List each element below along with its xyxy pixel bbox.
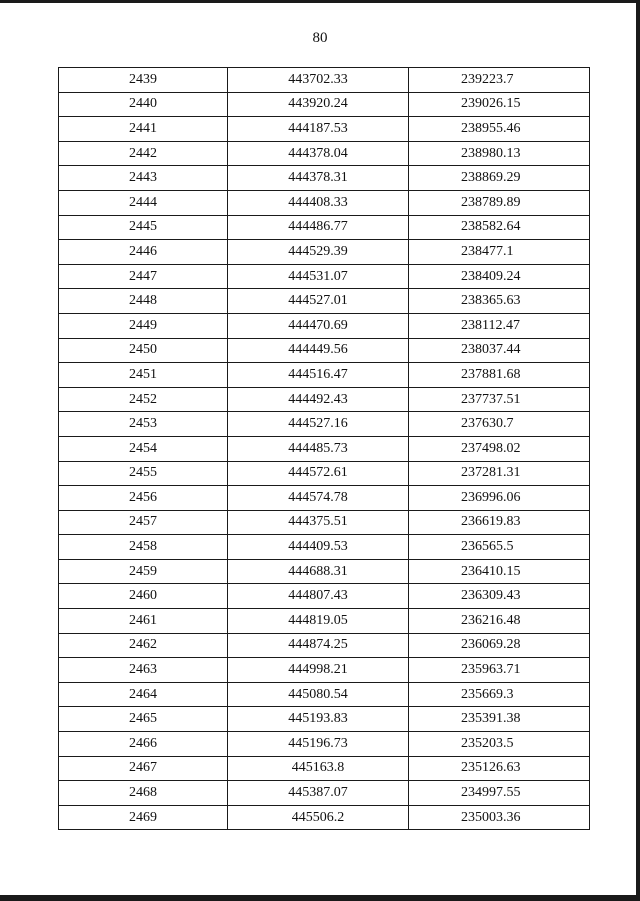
- point-id-cell: 2468: [59, 781, 228, 806]
- point-id-cell: 2467: [59, 756, 228, 781]
- y-coordinate-cell: 238112.47: [409, 313, 590, 338]
- x-coordinate-cell: 445506.2: [228, 805, 409, 830]
- x-coordinate-cell: 444375.51: [228, 510, 409, 535]
- coordinate-table-body: [59, 68, 590, 830]
- table-row: [59, 658, 590, 683]
- y-coordinate-cell: 238869.29: [409, 166, 590, 191]
- point-id-cell: 2465: [59, 707, 228, 732]
- table-row: [59, 215, 590, 240]
- y-coordinate-cell: 236996.06: [409, 486, 590, 511]
- point-id-cell: 2440: [59, 92, 228, 117]
- point-id-cell: 2457: [59, 510, 228, 535]
- y-coordinate-cell: 238477.1: [409, 240, 590, 265]
- table-row: [59, 166, 590, 191]
- table-row: [59, 190, 590, 215]
- point-id-cell: 2456: [59, 486, 228, 511]
- y-coordinate-cell: 236069.28: [409, 633, 590, 658]
- table-row: [59, 805, 590, 830]
- x-coordinate-cell: 443702.33: [228, 68, 409, 93]
- table-row: [59, 707, 590, 732]
- table-row: [59, 240, 590, 265]
- table-row: [59, 633, 590, 658]
- y-coordinate-cell: 235669.3: [409, 682, 590, 707]
- x-coordinate-cell: 445196.73: [228, 732, 409, 757]
- point-id-cell: 2442: [59, 141, 228, 166]
- y-coordinate-cell: 235391.38: [409, 707, 590, 732]
- y-coordinate-cell: 238789.89: [409, 190, 590, 215]
- x-coordinate-cell: 445387.07: [228, 781, 409, 806]
- point-id-cell: 2453: [59, 412, 228, 437]
- table-row: [59, 510, 590, 535]
- y-coordinate-cell: 238037.44: [409, 338, 590, 363]
- x-coordinate-cell: 444574.78: [228, 486, 409, 511]
- x-coordinate-cell: 444529.39: [228, 240, 409, 265]
- coordinate-table: [58, 67, 590, 830]
- table-row: [59, 264, 590, 289]
- table-row: [59, 609, 590, 634]
- table-row: [59, 781, 590, 806]
- point-id-cell: 2450: [59, 338, 228, 363]
- table-row: [59, 559, 590, 584]
- point-id-cell: 2446: [59, 240, 228, 265]
- point-id-cell: 2443: [59, 166, 228, 191]
- table-row: [59, 436, 590, 461]
- x-coordinate-cell: 444187.53: [228, 117, 409, 142]
- x-coordinate-cell: 445080.54: [228, 682, 409, 707]
- point-id-cell: 2461: [59, 609, 228, 634]
- table-row: [59, 117, 590, 142]
- y-coordinate-cell: 238955.46: [409, 117, 590, 142]
- table-row: [59, 535, 590, 560]
- x-coordinate-cell: 444874.25: [228, 633, 409, 658]
- x-coordinate-cell: 445163.8: [228, 756, 409, 781]
- point-id-cell: 2445: [59, 215, 228, 240]
- table-row: [59, 289, 590, 314]
- y-coordinate-cell: 239223.7: [409, 68, 590, 93]
- y-coordinate-cell: 237881.68: [409, 363, 590, 388]
- table-row: [59, 141, 590, 166]
- page-border-top: [0, 0, 640, 3]
- x-coordinate-cell: 444408.33: [228, 190, 409, 215]
- point-id-cell: 2449: [59, 313, 228, 338]
- table-row: [59, 412, 590, 437]
- point-id-cell: 2469: [59, 805, 228, 830]
- x-coordinate-cell: 444492.43: [228, 387, 409, 412]
- x-coordinate-cell: 445193.83: [228, 707, 409, 732]
- point-id-cell: 2447: [59, 264, 228, 289]
- table-row: [59, 92, 590, 117]
- table-row: [59, 338, 590, 363]
- y-coordinate-cell: 235203.5: [409, 732, 590, 757]
- x-coordinate-cell: 444572.61: [228, 461, 409, 486]
- point-id-cell: 2444: [59, 190, 228, 215]
- point-id-cell: 2451: [59, 363, 228, 388]
- x-coordinate-cell: 444409.53: [228, 535, 409, 560]
- x-coordinate-cell: 444819.05: [228, 609, 409, 634]
- x-coordinate-cell: 444807.43: [228, 584, 409, 609]
- x-coordinate-cell: 444378.31: [228, 166, 409, 191]
- table-row: [59, 584, 590, 609]
- page-border-right: [636, 0, 640, 901]
- point-id-cell: 2458: [59, 535, 228, 560]
- table-row: [59, 732, 590, 757]
- x-coordinate-cell: 444998.21: [228, 658, 409, 683]
- y-coordinate-cell: 236619.83: [409, 510, 590, 535]
- y-coordinate-cell: 235003.36: [409, 805, 590, 830]
- point-id-cell: 2455: [59, 461, 228, 486]
- table-row: [59, 363, 590, 388]
- point-id-cell: 2454: [59, 436, 228, 461]
- y-coordinate-cell: 238582.64: [409, 215, 590, 240]
- x-coordinate-cell: 444516.47: [228, 363, 409, 388]
- y-coordinate-cell: 237281.31: [409, 461, 590, 486]
- x-coordinate-cell: 443920.24: [228, 92, 409, 117]
- table-row: [59, 486, 590, 511]
- x-coordinate-cell: 444527.16: [228, 412, 409, 437]
- y-coordinate-cell: 239026.15: [409, 92, 590, 117]
- y-coordinate-cell: 236309.43: [409, 584, 590, 609]
- y-coordinate-cell: 237630.7: [409, 412, 590, 437]
- point-id-cell: 2448: [59, 289, 228, 314]
- point-id-cell: 2459: [59, 559, 228, 584]
- table-row: [59, 682, 590, 707]
- point-id-cell: 2466: [59, 732, 228, 757]
- point-id-cell: 2441: [59, 117, 228, 142]
- table-row: [59, 461, 590, 486]
- point-id-cell: 2460: [59, 584, 228, 609]
- x-coordinate-cell: 444531.07: [228, 264, 409, 289]
- point-id-cell: 2452: [59, 387, 228, 412]
- table-row: [59, 313, 590, 338]
- point-id-cell: 2464: [59, 682, 228, 707]
- point-id-cell: 2462: [59, 633, 228, 658]
- x-coordinate-cell: 444378.04: [228, 141, 409, 166]
- y-coordinate-cell: 236565.5: [409, 535, 590, 560]
- table-row: [59, 387, 590, 412]
- x-coordinate-cell: 444688.31: [228, 559, 409, 584]
- y-coordinate-cell: 235126.63: [409, 756, 590, 781]
- y-coordinate-cell: 234997.55: [409, 781, 590, 806]
- y-coordinate-cell: 236410.15: [409, 559, 590, 584]
- x-coordinate-cell: 444449.56: [228, 338, 409, 363]
- y-coordinate-cell: 237498.02: [409, 436, 590, 461]
- table-row: [59, 68, 590, 93]
- page-number: 80: [312, 30, 328, 46]
- y-coordinate-cell: 235963.71: [409, 658, 590, 683]
- x-coordinate-cell: 444485.73: [228, 436, 409, 461]
- x-coordinate-cell: 444527.01: [228, 289, 409, 314]
- point-id-cell: 2463: [59, 658, 228, 683]
- x-coordinate-cell: 444470.69: [228, 313, 409, 338]
- y-coordinate-cell: 238980.13: [409, 141, 590, 166]
- page-border-bottom: [0, 895, 640, 901]
- y-coordinate-cell: 238365.63: [409, 289, 590, 314]
- y-coordinate-cell: 238409.24: [409, 264, 590, 289]
- y-coordinate-cell: 237737.51: [409, 387, 590, 412]
- x-coordinate-cell: 444486.77: [228, 215, 409, 240]
- table-row: [59, 756, 590, 781]
- y-coordinate-cell: 236216.48: [409, 609, 590, 634]
- point-id-cell: 2439: [59, 68, 228, 93]
